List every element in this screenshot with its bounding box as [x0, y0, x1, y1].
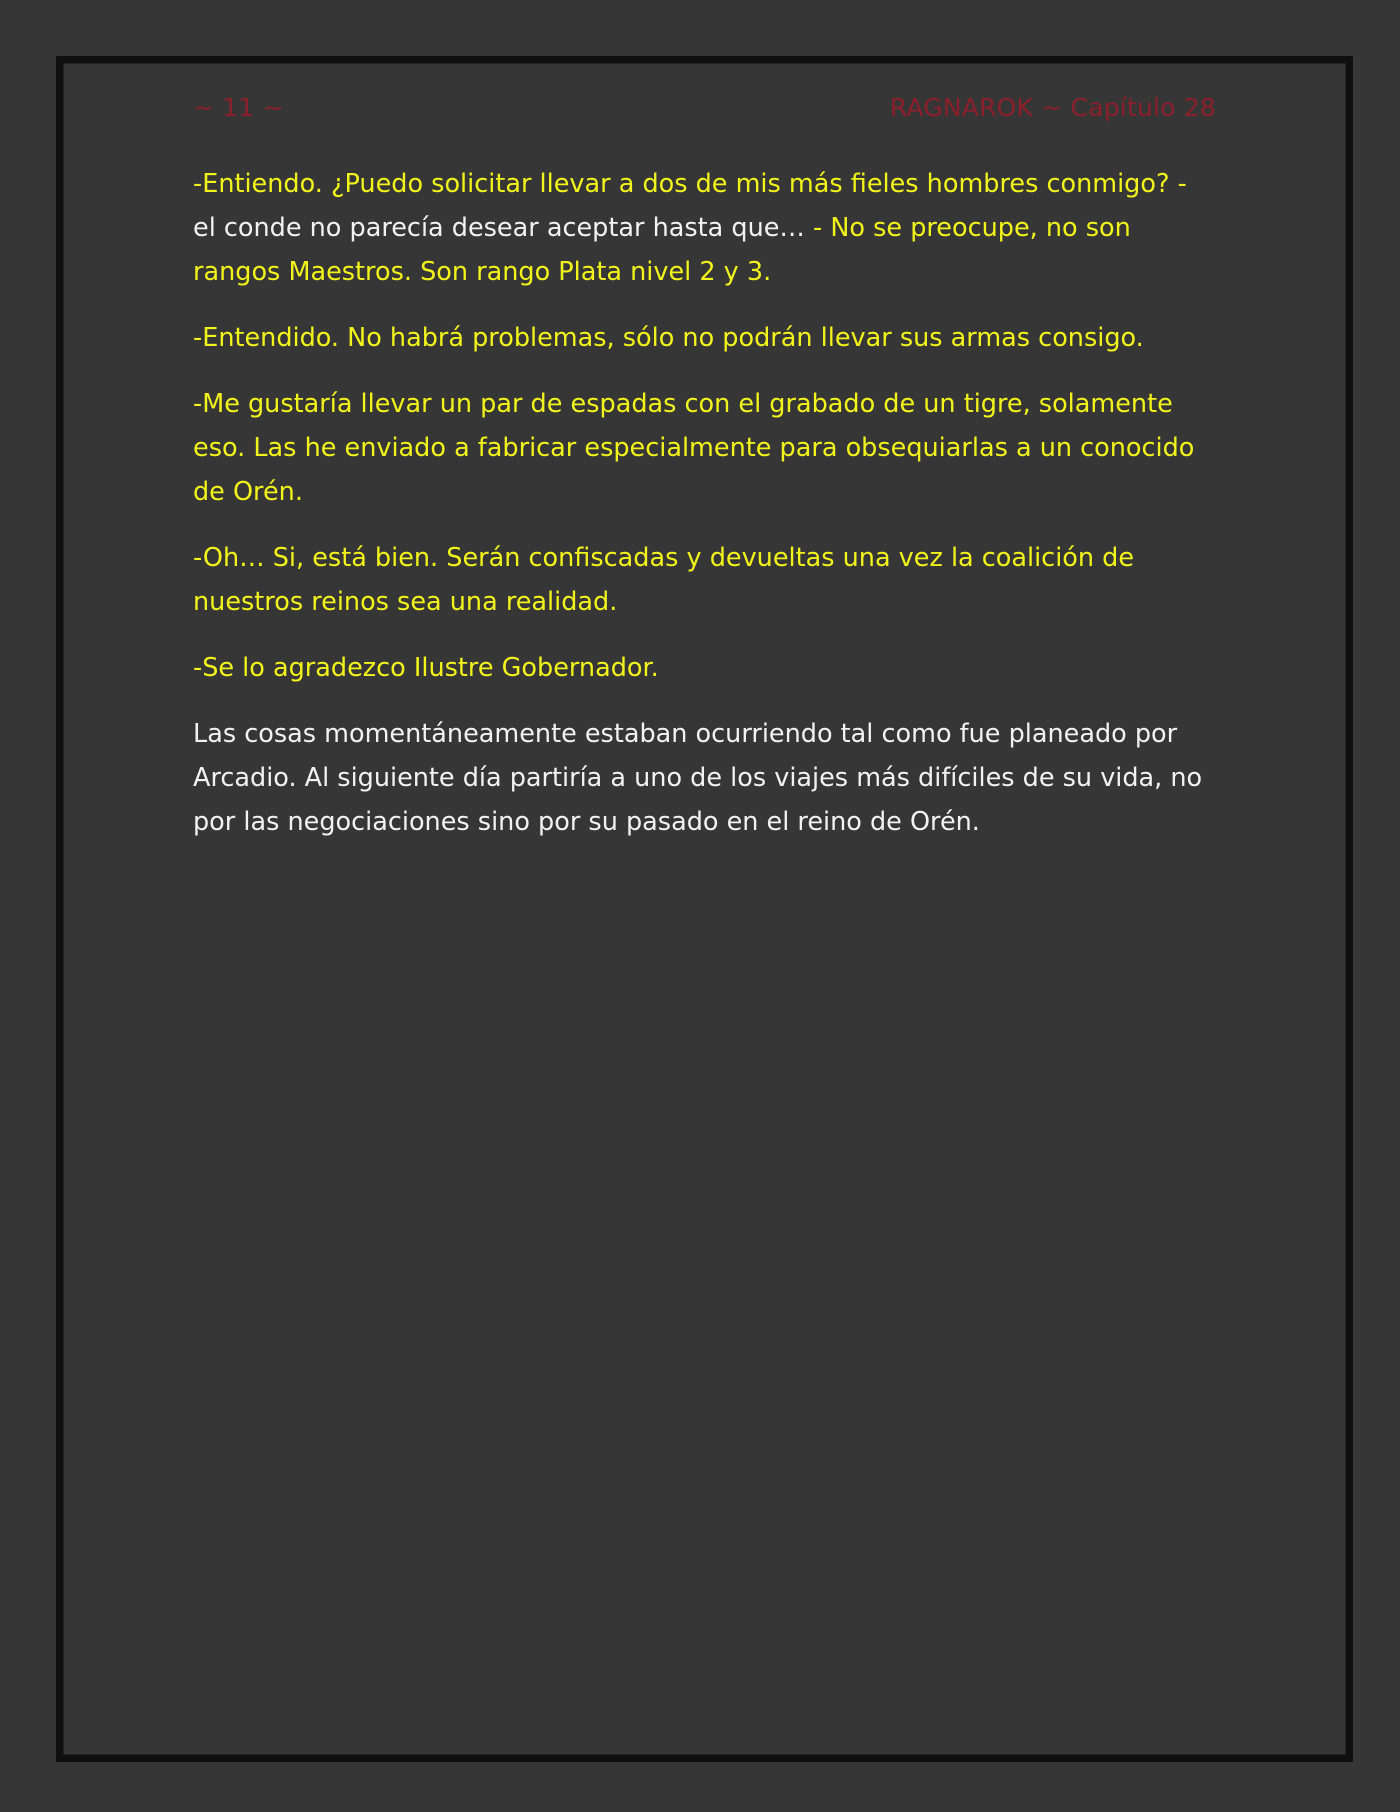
- paragraph-6: Las cosas momentáneamente estaban ocurriendo tal como fue planeado por Arcadio. Al siguiente día partiría a uno de los viajes más difíciles de su vida, no por las negociaciones sino por su pasado en el reino de Orén.: [193, 719, 1203, 837]
- paragraph-1: [193, 162, 1206, 294]
- paragraph-2: -Entendido. No habrá problemas, sólo no podrán llevar sus armas consigo.: [193, 323, 1144, 353]
- dialogue-text: - No se preocupe, no son rangos Maestros. Son rango Plata nivel 2 y 3.: [193, 213, 1131, 287]
- page-header: [193, 93, 1216, 122]
- page-frame: [56, 56, 1353, 1762]
- paragraph-3: -Me gustaría llevar un par de espadas con el grabado de un tigre, solamente eso. Las he enviado a fabricar especialmente para obsequiarlas a un conocido de Orén.: [193, 389, 1195, 507]
- page-content: [193, 162, 1206, 866]
- narration-text: el conde no parecía desear aceptar hasta que…: [193, 213, 814, 243]
- running-title: RAGNAROK ~ Capítulo 28: [889, 93, 1216, 122]
- paragraph-5: -Se lo agradezco Ilustre Gobernador.: [193, 653, 659, 683]
- dialogue-text: -Entiendo. ¿Puedo solicitar llevar a dos de mis más fieles hombres conmigo? -: [193, 169, 1187, 199]
- paragraph-4: -Oh… Si, está bien. Serán confiscadas y devueltas una vez la coalición de nuestros reinos sea una realidad.: [193, 543, 1135, 617]
- page-number: ~ 11 ~: [193, 93, 284, 122]
